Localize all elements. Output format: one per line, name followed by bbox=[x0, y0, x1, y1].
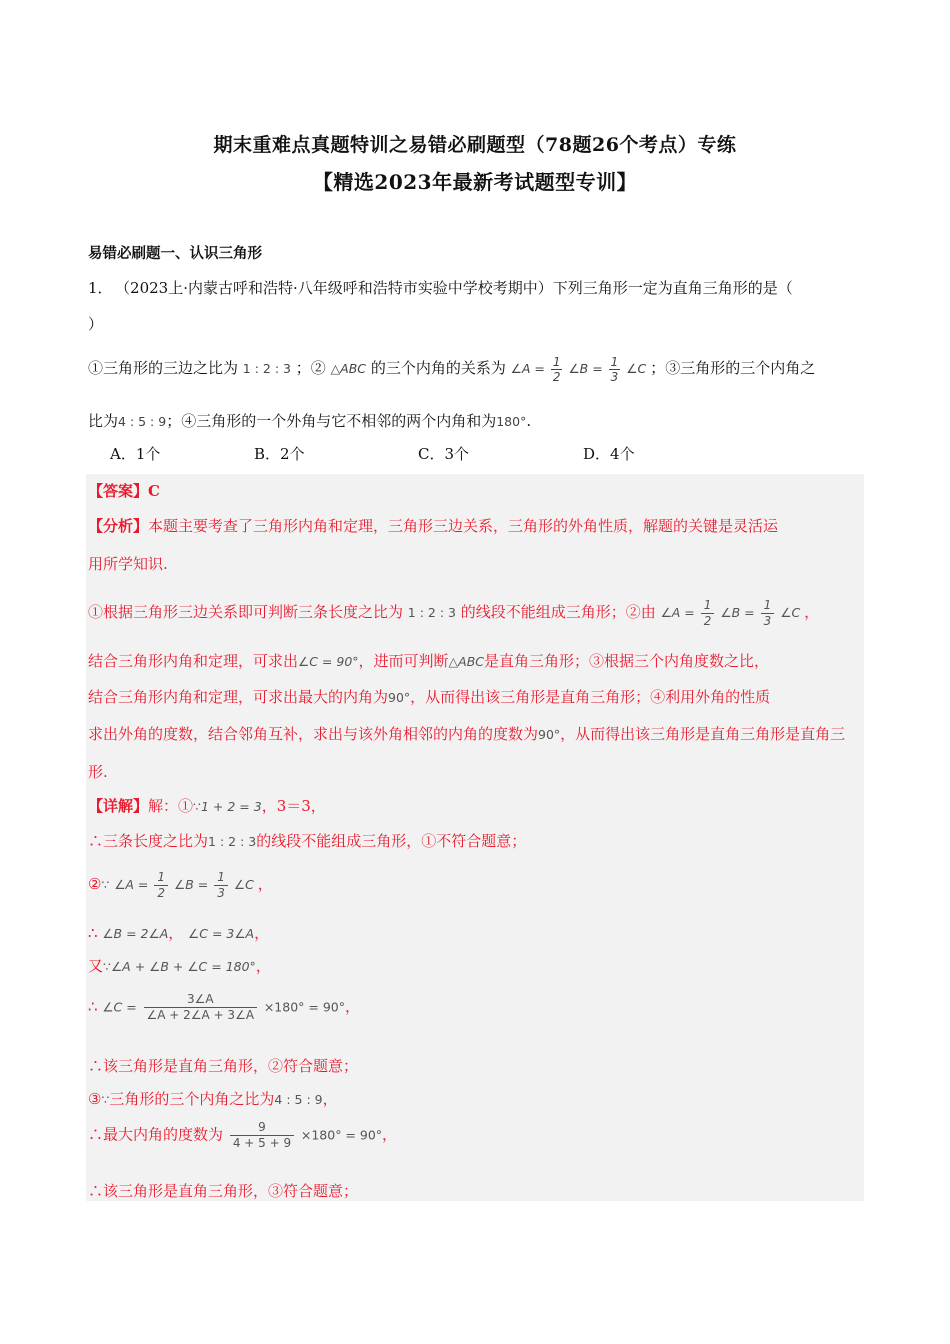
question-line-3 bbox=[88, 355, 815, 384]
statement-text: ；③三角形的三个内角之 bbox=[650, 359, 816, 377]
question-line-2: ） bbox=[88, 315, 104, 333]
analysis-line-2: 用所学知识. bbox=[88, 555, 168, 573]
analysis-line-1: 【分析】本题主要考查了三角形内角和定理，三角形三边关系，三角形的外角性质，解题的关键是灵活运 bbox=[88, 517, 779, 535]
detail-line-2: ∴三条长度之比为1 : 2 : 3的线段不能组成三角形，①不符合题意； bbox=[88, 832, 527, 850]
detail-line-8: ③∵三角形的三个内角之比为4 : 5 : 9， bbox=[88, 1090, 338, 1108]
page-title: 期末重难点真题特训之易错必刷题型（78题26个考点）专练 bbox=[213, 134, 737, 156]
question-number: 1． bbox=[88, 279, 113, 297]
detail-line-9: ∴最大内角的度数为 $\frac{9}{4 + 5 + 9}$ ×180° = 90°， bbox=[88, 1120, 398, 1150]
ratio-formula: 1 : 2 : 3 bbox=[242, 361, 291, 376]
detail-line-6: ∴ ∠C = $\frac{3\angle A}{\angle A + 2\angle A + 3\angle A}$ ×180° = 90°， bbox=[88, 992, 361, 1022]
detail-line-10: ∴该三角形是直角三角形，③符合题意； bbox=[88, 1182, 359, 1200]
section-heading: 易错必刷题一、认识三角形 bbox=[88, 245, 262, 262]
analysis-line-3: ①根据三角形三边关系即可判断三条长度之比为 1 : 2 : 3 的线段不能组成三角形；②由 ∠A = $\frac{1}{2}$ ∠B = $\frac{1}{3}$ ∠C ， bbox=[88, 598, 820, 628]
option-b[interactable]: B．2个 bbox=[254, 445, 305, 463]
detail-line-4: ∴ ∠B = 2∠A， ∠C = 3∠A， bbox=[88, 924, 270, 942]
page-subtitle: 【精选2023年最新考试题型专训】 bbox=[312, 170, 638, 194]
answer-value: C bbox=[148, 482, 160, 500]
detail-line-1: 【详解】解：①∵1 + 2 = 3，3＝3， bbox=[88, 797, 326, 815]
question-line-4: 比为4 : 5 : 9；④三角形的一个外角与它不相邻的两个内角和为180°. bbox=[88, 412, 532, 430]
angle-relation-formula: ∠A = $\frac{1}{2}$ ∠B = $\frac{1}{3}$ ∠C bbox=[510, 355, 647, 384]
detail-line-5: 又∵∠A + ∠B + ∠C = 180°， bbox=[88, 957, 271, 975]
answer-line: 【答案】C bbox=[88, 482, 160, 500]
triangle-formula: △ABC bbox=[330, 361, 367, 376]
analysis-line-5: 结合三角形内角和定理，可求出最大的内角为90°，从而得出该三角形是直角三角形；④利用外角的性质 bbox=[88, 688, 771, 706]
option-d[interactable]: D．4个 bbox=[583, 445, 635, 463]
analysis-line-6: 求出外角的度数，结合邻角互补，求出与该外角相邻的内角的度数为90°，从而得出该三角形是直角三角形是直角三 bbox=[88, 725, 846, 743]
detail-line-3: ②∵ ∠A = $\frac{1}{2}$ ∠B = $\frac{1}{3}$ ∠C ， bbox=[88, 870, 273, 900]
question-source: （2023上·内蒙古呼和浩特·八年级呼和浩特市实验中学校考期中）下列三角形一定为直角三角形的是（ bbox=[122, 279, 793, 297]
detail-line-7: ∴该三角形是直角三角形，②符合题意； bbox=[88, 1057, 359, 1075]
analysis-line-4: 结合三角形内角和定理，可求出∠C = 90°，进而可判断△ABC是直角三角形；③根据三个内角度数之比， bbox=[88, 652, 770, 670]
statement-1-text: ①三角形的三边之比为 bbox=[88, 359, 239, 377]
option-c[interactable]: C．3个 bbox=[418, 445, 470, 463]
ratio-formula: 4 : 5 : 9 bbox=[118, 414, 167, 429]
option-a[interactable]: A．1个 bbox=[110, 445, 161, 463]
analysis-line-7: 形. bbox=[88, 763, 108, 781]
question-line-1 bbox=[88, 277, 793, 298]
statement-text: 的三个内角的关系为 bbox=[370, 359, 506, 377]
statement-text: ；② bbox=[295, 359, 326, 377]
degree-formula: 180° bbox=[496, 414, 527, 429]
